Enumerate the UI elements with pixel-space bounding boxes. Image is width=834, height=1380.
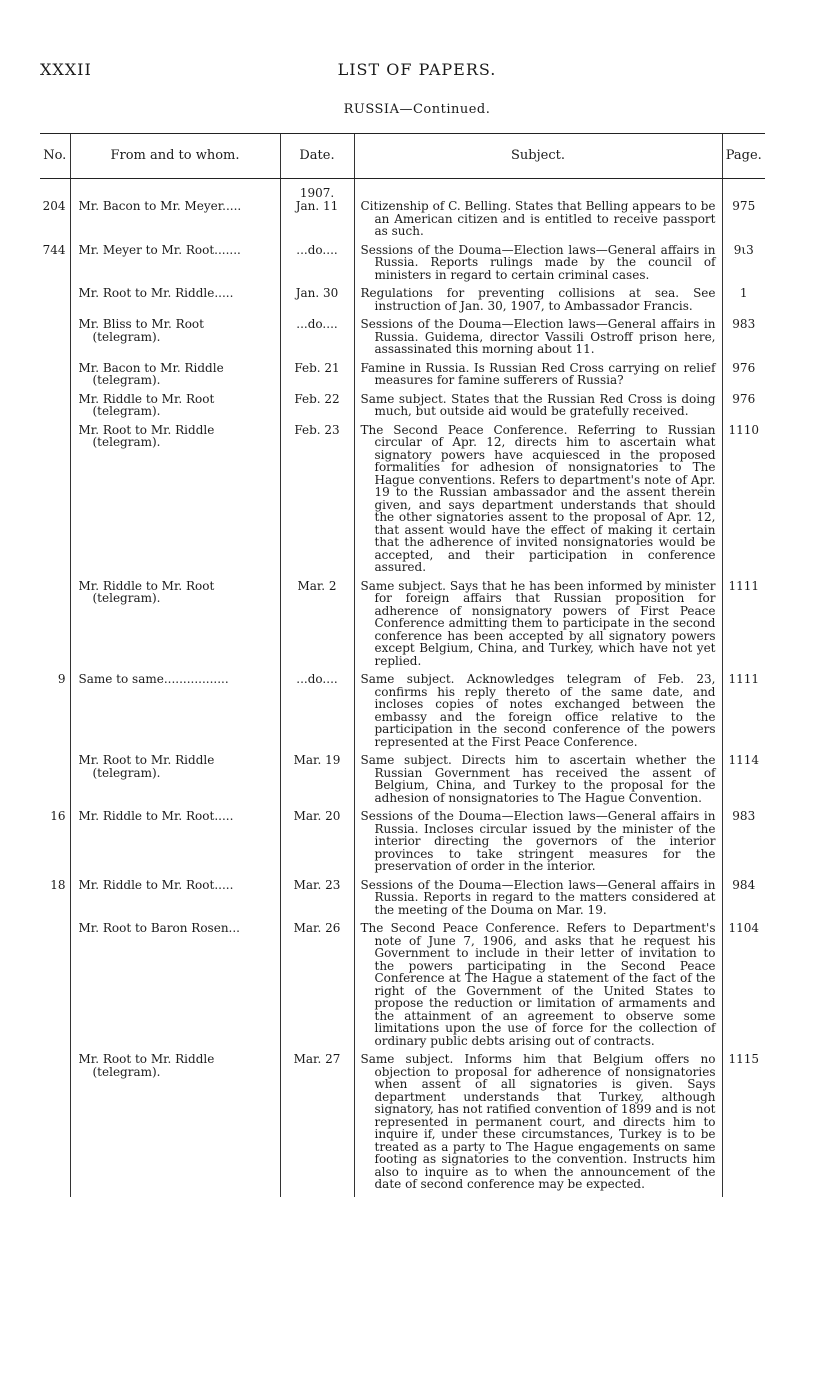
page-number: XXXII bbox=[40, 60, 92, 79]
table-row bbox=[40, 424, 765, 580]
subject-cell bbox=[354, 318, 722, 362]
date-text: ...do.... bbox=[296, 317, 338, 331]
date-text: Mar. 23 bbox=[293, 877, 341, 892]
row-number: 18 bbox=[50, 877, 66, 892]
row-number bbox=[40, 393, 70, 424]
from-to-cell bbox=[70, 362, 280, 393]
page-reference: 984 bbox=[722, 879, 765, 923]
row-number: 16 bbox=[50, 809, 66, 823]
table-row bbox=[40, 754, 765, 810]
date-text: Mar. 27 bbox=[293, 1052, 341, 1066]
from-to-cell bbox=[70, 318, 280, 362]
row-number bbox=[40, 922, 70, 1053]
table-row bbox=[40, 362, 765, 393]
page-reference: 1104 bbox=[722, 922, 765, 1053]
page-reference: 1115 bbox=[722, 1053, 765, 1197]
page-reference: 976 bbox=[722, 393, 765, 424]
subject-text: Famine in Russia. Is Russian Red Cross carrying on relief measures for famine sufferers of Russia? bbox=[360, 360, 716, 387]
date-cell bbox=[280, 244, 354, 288]
from-to-cell bbox=[70, 187, 280, 244]
date-text: Jan. 11 bbox=[295, 198, 339, 213]
from-to-cell bbox=[70, 922, 280, 1053]
from-to-text: Mr. Riddle to Mr. Root (telegram). bbox=[78, 391, 215, 418]
date-cell bbox=[280, 754, 354, 810]
section-heading: RUSSIA—Continued. bbox=[343, 102, 491, 117]
subject-cell bbox=[354, 393, 722, 424]
from-to-cell bbox=[70, 754, 280, 810]
from-to-cell bbox=[70, 244, 280, 288]
table-row bbox=[40, 580, 765, 674]
date-text: Feb. 21 bbox=[294, 360, 340, 375]
from-to-text: Mr. Bliss to Mr. Root (telegram). bbox=[78, 317, 204, 344]
subject-text: The Second Peace Conference. Referring to Russian circular of Apr. 12, directs him to ascertain what signatory powers have acquiesced in the proposed formalities for adhesion of nonsignatories to The Hague conventions. Refers to department's note of Apr. 19 to the Russian ambassador and the assent therein given, and says department understands that should the other signatories assent to the proposal of Apr. 12, that assent would have the effect of making it certain that the adherence of invited nonsignatories would be accepted, and their participation in conference assured. bbox=[360, 422, 716, 574]
date-text: Feb. 22 bbox=[294, 391, 340, 406]
date-cell bbox=[280, 287, 354, 318]
page-reference: 1111 bbox=[722, 580, 765, 674]
subject-text: Same subject. Acknowledges telegram of Feb. 23, confirms his reply thereto of the same date, and incloses copies of notes exchanged between the embassy and the foreign office relative to the participation in the second conference of the powers represented at the First Peace Conference. bbox=[360, 672, 716, 749]
date-cell bbox=[280, 879, 354, 923]
row-number bbox=[40, 287, 70, 318]
date-text: Feb. 23 bbox=[294, 422, 340, 437]
date-cell bbox=[280, 187, 354, 244]
subject-cell bbox=[354, 580, 722, 674]
date-cell bbox=[280, 424, 354, 580]
page-title: LIST OF PAPERS. bbox=[337, 60, 497, 79]
date-text: Mar. 26 bbox=[293, 921, 341, 935]
table-row bbox=[40, 187, 765, 244]
subject-text: Sessions of the Douma—Election laws—General affairs in Russia. Reports rulings made by the council of ministers in regard to certain criminal cases. bbox=[360, 242, 716, 282]
subject-text: The Second Peace Conference. Refers to Department's note of June 7, 1906, and asks that he request his Government to include in their letter of invitation to the powers participating in the Second Peace Conference at The Hague a statement of the fact of the right of the Government of the United States to propose the reduction or limitation of armaments and the attainment of an agreement to observe some limitations upon the use of force for the collection of ordinary public debts arising out of contracts. bbox=[360, 921, 716, 1048]
table-row bbox=[40, 673, 765, 754]
column-header-subject: Subject. bbox=[354, 134, 722, 179]
row-number bbox=[40, 424, 70, 580]
from-to-text: Mr. Meyer to Mr. Root....... bbox=[78, 242, 241, 257]
date-cell bbox=[280, 1053, 354, 1197]
subject-cell bbox=[354, 362, 722, 393]
from-to-text: Mr. Root to Mr. Riddle..... bbox=[78, 286, 234, 300]
from-to-text: Mr. Root to Mr. Riddle (telegram). bbox=[78, 1052, 215, 1079]
table-header-row bbox=[40, 134, 765, 179]
date-cell bbox=[280, 810, 354, 879]
table-row bbox=[40, 810, 765, 879]
date-cell bbox=[280, 580, 354, 674]
subject-cell bbox=[354, 187, 722, 244]
table-row bbox=[40, 318, 765, 362]
page-reference: 1114 bbox=[722, 754, 765, 810]
page-header bbox=[40, 60, 794, 82]
date-text: Mar. 19 bbox=[293, 753, 341, 767]
date-text: Mar. 2 bbox=[297, 578, 337, 593]
from-to-text: Mr. Riddle to Mr. Root (telegram). bbox=[78, 578, 215, 605]
subject-cell bbox=[354, 287, 722, 318]
subject-cell bbox=[354, 810, 722, 879]
page-reference: 9ι3 bbox=[722, 244, 765, 288]
page-reference: 983 bbox=[722, 318, 765, 362]
subject-cell bbox=[354, 879, 722, 923]
page-reference: 1 bbox=[722, 287, 765, 318]
subject-cell bbox=[354, 1053, 722, 1197]
from-to-cell bbox=[70, 393, 280, 424]
year-label: 1907. bbox=[299, 186, 335, 200]
column-header-no: No. bbox=[40, 134, 70, 179]
table-row bbox=[40, 1053, 765, 1197]
from-to-text: Mr. Root to Baron Rosen... bbox=[78, 921, 240, 935]
page-reference: 975 bbox=[722, 187, 765, 244]
subject-text: Same subject. Directs him to ascertain whether the Russian Government has received the assent of Belgium, China, and Turkey to the proposal for the adhesion of nonsignatories to The Hague Convention. bbox=[360, 753, 716, 805]
table-row bbox=[40, 922, 765, 1053]
subject-text: Regulations for preventing collisions at sea. See instruction of Jan. 30, 1907, to Ambassador Francis. bbox=[360, 286, 716, 313]
row-number bbox=[40, 580, 70, 674]
column-header-date: Date. bbox=[280, 134, 354, 179]
from-to-cell bbox=[70, 879, 280, 923]
page-reference: 976 bbox=[722, 362, 765, 393]
subject-text: Citizenship of C. Belling. States that Belling appears to be an American citizen and is entitled to receive passport as such. bbox=[360, 199, 716, 238]
date-text: ...do.... bbox=[296, 672, 338, 686]
subject-text: Sessions of the Douma—Election laws—General affairs in Russia. Guidema, director Vassili Ostroff prison here, assassinated this morning about 11. bbox=[360, 317, 716, 356]
subject-cell bbox=[354, 673, 722, 754]
column-header-from: From and to whom. bbox=[70, 134, 280, 179]
column-header-page: Page. bbox=[722, 134, 765, 179]
from-to-cell bbox=[70, 673, 280, 754]
date-cell bbox=[280, 393, 354, 424]
table-row bbox=[40, 393, 765, 424]
table-row bbox=[40, 879, 765, 923]
from-to-text: Mr. Riddle to Mr. Root..... bbox=[78, 877, 234, 892]
page-reference: 983 bbox=[722, 810, 765, 879]
subject-cell bbox=[354, 244, 722, 288]
from-to-cell bbox=[70, 424, 280, 580]
from-to-text: Same to same................. bbox=[78, 672, 229, 686]
subject-cell bbox=[354, 922, 722, 1053]
from-to-text: Mr. Root to Mr. Riddle (telegram). bbox=[78, 422, 215, 449]
date-cell bbox=[280, 673, 354, 754]
row-number: 204 bbox=[42, 199, 66, 213]
date-text: ...do.... bbox=[296, 242, 338, 257]
row-number bbox=[40, 318, 70, 362]
from-to-text: Mr. Root to Mr. Riddle (telegram). bbox=[78, 753, 215, 780]
subject-text: Same subject. Informs him that Belgium offers no objection to proposal for adherence of nonsignatories when assent of all signatories is given. Says department understands that Turkey, although signatory, has not ratified convention of 1899 and is not represented in permanent court, and directs him to inquire if, under these circumstances, Turkey is to be treated as a party to The Hague engagements on same footing as signatories to the convention. Instructs him also to inquire as to when the announcement of the date of second conference may be expected. bbox=[360, 1052, 716, 1191]
subject-text: Same subject. States that the Russian Red Cross is doing much, but outside aid would be gratefully received. bbox=[360, 391, 716, 418]
subject-cell bbox=[354, 754, 722, 810]
papers-table bbox=[40, 133, 765, 1197]
row-number bbox=[40, 754, 70, 810]
from-to-cell bbox=[70, 580, 280, 674]
table-row bbox=[40, 244, 765, 288]
subject-text: Sessions of the Douma—Election laws—General affairs in Russia. Reports in regard to the matters considered at the meeting of the Douma on Mar. 19. bbox=[360, 877, 716, 917]
row-number: 9 bbox=[57, 672, 66, 686]
subject-text: Same subject. Says that he has been informed by minister for foreign affairs that Russian proposition for adherence of nonsignatory powers of First Peace Conference admitting them to participate in the second conference has been accepted by all signatory powers except Belgium, China, and Turkey, which have not yet replied. bbox=[360, 578, 716, 668]
from-to-cell bbox=[70, 287, 280, 318]
row-number: 744 bbox=[42, 242, 66, 257]
row-number bbox=[40, 362, 70, 393]
date-cell bbox=[280, 922, 354, 1053]
page-reference: 1110 bbox=[722, 424, 765, 580]
date-cell bbox=[280, 362, 354, 393]
from-to-cell bbox=[70, 810, 280, 879]
date-text: Jan. 30 bbox=[295, 286, 339, 300]
table-row bbox=[40, 287, 765, 318]
subject-text: Sessions of the Douma—Election laws—General affairs in Russia. Incloses circular issued by the minister of the interior directing the governors of the interior provinces to take stringent measures for the preservation of order in the interior. bbox=[360, 809, 716, 873]
from-to-text: Mr. Riddle to Mr. Root..... bbox=[78, 809, 234, 823]
from-to-text: Mr. Bacon to Mr. Meyer..... bbox=[78, 199, 242, 213]
row-number bbox=[40, 1053, 70, 1197]
date-text: Mar. 20 bbox=[293, 809, 341, 823]
page-reference: 1111 bbox=[722, 673, 765, 754]
subject-cell bbox=[354, 424, 722, 580]
table-body bbox=[40, 179, 765, 1197]
date-cell bbox=[280, 318, 354, 362]
from-to-text: Mr. Bacon to Mr. Riddle (telegram). bbox=[78, 360, 224, 387]
from-to-cell bbox=[70, 1053, 280, 1197]
